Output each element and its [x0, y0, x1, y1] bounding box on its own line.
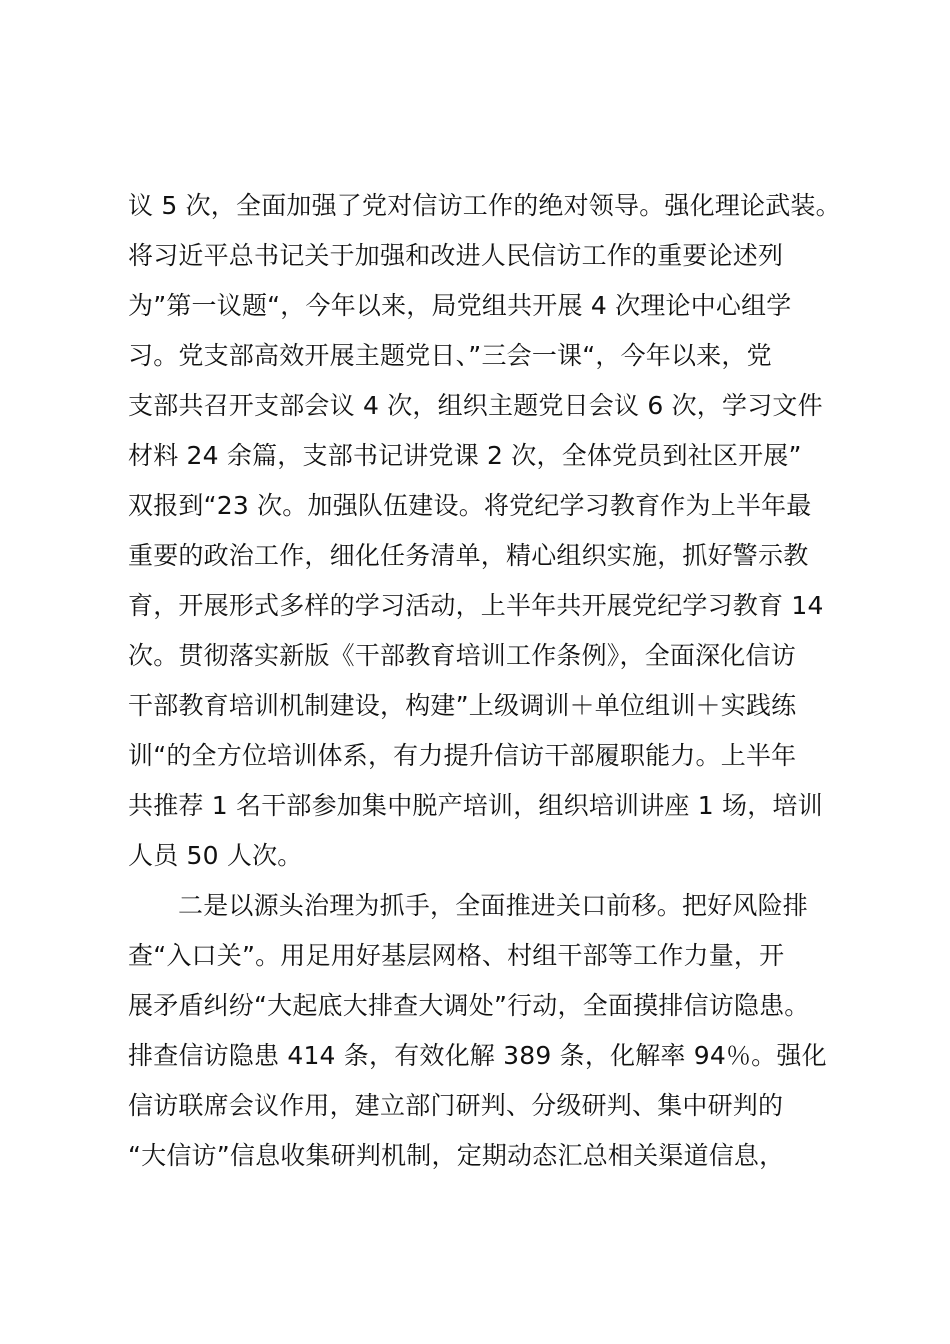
paragraph-start-line: 二是以源头治理为抓手，全面推进关口前移。把好风险排	[178, 891, 809, 920]
text-line: 将习近平总书记关于加强和改进人民信访工作的重要论述列	[128, 241, 784, 270]
text-line: 议 5 次，全面加强了党对信访工作的绝对领导。强化理论武装。	[128, 191, 841, 220]
text-line: 查“入口关”。用足用好基层网格、村组干部等工作力量，开	[128, 941, 785, 970]
text-line: 习。党支部高效开展主题党日、”三会一课“，今年以来，党	[128, 341, 772, 370]
text-line: 育，开展形式多样的学习活动，上半年共开展党纪学习教育 14	[128, 591, 824, 620]
text-line: 为”第一议题“，今年以来，局党组共开展 4 次理论中心组学	[128, 291, 792, 320]
text-line: 信访联席会议作用，建立部门研判、分级研判、集中研判的	[128, 1091, 784, 1120]
text-line: 人员 50 人次。	[128, 841, 303, 870]
text-line: 重要的政治工作，细化任务清单，精心组织实施，抓好警示教	[128, 541, 809, 570]
text-line: 训“的全方位培训体系，有力提升信访干部履职能力。上半年	[128, 741, 797, 770]
text-line: 材料 24 余篇，支部书记讲党课 2 次，全体党员到社区开展”	[128, 441, 802, 470]
text-line: 共推荐 1 名干部参加集中脱产培训，组织培训讲座 1 场，培训	[128, 791, 823, 820]
text-line: “大信访”信息收集研判机制，定期动态汇总相关渠道信息，	[128, 1141, 785, 1170]
text-line: 支部共召开支部会议 4 次，组织主题党日会议 6 次，学习文件	[128, 391, 823, 420]
text-line: 干部教育培训机制建设，构建”上级调训＋单位组训＋实践练	[128, 691, 797, 720]
text-line: 双报到“23 次。加强队伍建设。将党纪学习教育作为上半年最	[128, 491, 812, 520]
text-line: 展矛盾纠纷“大起底大排查大调处”行动，全面摸排信访隐患。	[128, 991, 810, 1020]
text-line: 次。贯彻落实新版《干部教育培训工作条例》，全面深化信访	[128, 641, 796, 670]
text-line: 排查信访隐患 414 条，有效化解 389 条，化解率 94％。强化	[128, 1041, 827, 1070]
